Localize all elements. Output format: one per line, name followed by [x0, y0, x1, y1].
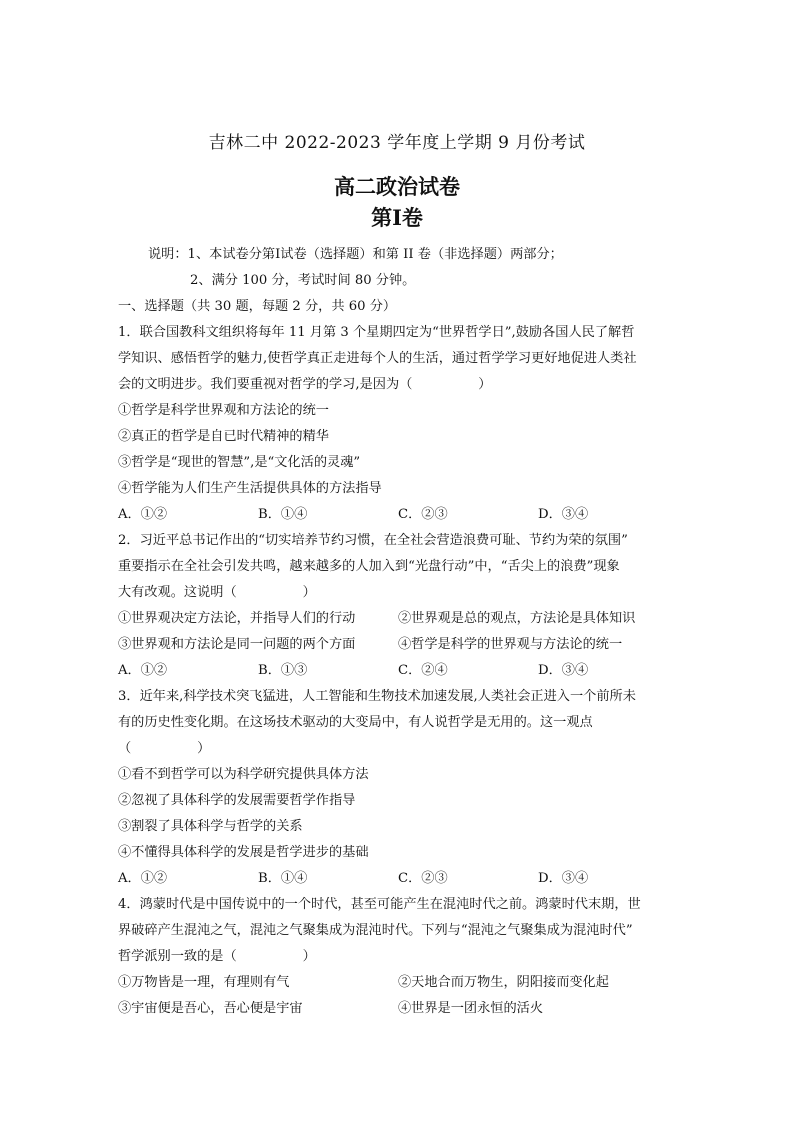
- statement-pair: [118, 606, 678, 632]
- school-title: 吉林二中 2022-2023 学年度上学期 9 月份考试: [208, 133, 586, 153]
- exam-content: [118, 242, 678, 1022]
- statement: ④哲学能为人们生产生活提供具体的方法指导: [118, 481, 382, 496]
- question-stem-line: 4．鸿蒙时代是中国传说中的一个时代，甚至可能产生在混沌时代之前。鸿蒙时代末期，世: [118, 897, 641, 912]
- question-stem-line: 3．近年来,科学技术突飞猛进，人工智能和生物技术加速发展,人类社会正进入一个前所未: [118, 689, 636, 704]
- statement: ②世界观是总的观点，方法论是具体知识: [398, 611, 636, 626]
- statement: ④哲学是科学的世界观与方法论的统一: [398, 637, 623, 652]
- statement: ①世界观决定方法论，并指导人们的行动: [118, 611, 356, 626]
- question-stem-line: 会的文明进步。我们要重视对哲学的学习,是因为（ ）: [118, 377, 492, 392]
- question-stem-line: 2．习近平总书记作出的“切实培养节约习惯，在全社会营造浪费可耻、节约为荣的氛围”: [118, 533, 628, 548]
- choice-d: D．③④: [538, 871, 589, 886]
- statement-pair: [118, 996, 678, 1022]
- statement: ①哲学是科学世界观和方法论的统一: [118, 403, 329, 418]
- choice-c: C．②③: [398, 507, 448, 522]
- question-stem-line: 界破碎产生混沌之气，混沌之气聚集成为混沌时代。下列与“混沌之气聚集成为混沌时代”: [118, 923, 633, 938]
- question-2: [118, 528, 678, 684]
- choice-d: D．③④: [538, 507, 589, 522]
- question-stem-line: 有的历史性变化期。在这场技术驱动的大变局中，有人说哲学是无用的。这一观点: [118, 715, 593, 730]
- statement: ②忽视了具体科学的发展需要哲学作指导: [118, 793, 356, 808]
- question-stem-line: 1．联合国教科文组织将每年 11 月第 3 个星期四定为“世界哲学日”,鼓励各国人民了解哲: [118, 325, 635, 340]
- instruction-line-1: 说明：1、本试卷分第Ⅰ试卷（选择题）和第 II 卷（非选择题）两部分；: [148, 247, 563, 262]
- statement: ③世界观和方法论是同一问题的两个方面: [118, 637, 356, 652]
- statement: ④不懂得具体科学的发展是哲学进步的基础: [118, 845, 369, 860]
- question-stem-line: （ ）: [118, 741, 211, 756]
- question-stem-line: 学知识、感悟哲学的魅力,使哲学真正走进每个人的生活，通过哲学学习更好地促进人类社: [118, 351, 637, 366]
- question-4: [118, 892, 678, 1022]
- question-stem-line: 重要指示在全社会引发共鸣，越来越多的人加入到“光盘行动”中，“舌尖上的浪费”现象: [118, 559, 620, 574]
- statement: ③宇宙便是吾心，吾心便是宇宙: [118, 1001, 303, 1016]
- question-stem-line: 哲学派别一致的是（ ）: [118, 949, 316, 964]
- subject-title: 高二政治试卷: [334, 174, 460, 199]
- section-heading: 一、选择题（共 30 题，每题 2 分，共 60 分）: [118, 299, 397, 314]
- choice-a: A．①②: [118, 871, 168, 886]
- choice-a: A．①②: [118, 663, 168, 678]
- choice-b: B．①④: [258, 507, 308, 522]
- statement: ②真正的哲学是自已时代精神的精华: [118, 429, 329, 444]
- question-1: [118, 320, 678, 528]
- statement: ①万物皆是一理，有理则有气: [118, 975, 290, 990]
- statement-pair: [118, 632, 678, 658]
- statement: ③割裂了具体科学与哲学的关系: [118, 819, 303, 834]
- choice-b: B．①③: [258, 663, 308, 678]
- question-3: [118, 684, 678, 892]
- choice-d: D．③④: [538, 663, 589, 678]
- question-stem-line: 大有改观。这说明（ ）: [118, 585, 316, 600]
- statement-pair: [118, 970, 678, 996]
- choice-a: A．①②: [118, 507, 168, 522]
- choice-b: B．①④: [258, 871, 308, 886]
- statement: ②天地合而万物生，阴阳接而变化起: [398, 975, 609, 990]
- answer-choices: [118, 502, 678, 528]
- statement: ①看不到哲学可以为科学研究提供具体方法: [118, 767, 369, 782]
- instruction-line-2: 2、满分 100 分，考试时间 80 分钟。: [190, 273, 416, 288]
- volume-title: 第Ⅰ卷: [371, 205, 423, 230]
- answer-choices: [118, 658, 678, 684]
- statement: ④世界是一团永恒的活火: [398, 1001, 544, 1016]
- choice-c: C．②④: [398, 663, 448, 678]
- answer-choices: [118, 866, 678, 892]
- statement: ③哲学是“现世的智慧”,是“文化活的灵魂”: [118, 455, 361, 470]
- choice-c: C．②③: [398, 871, 448, 886]
